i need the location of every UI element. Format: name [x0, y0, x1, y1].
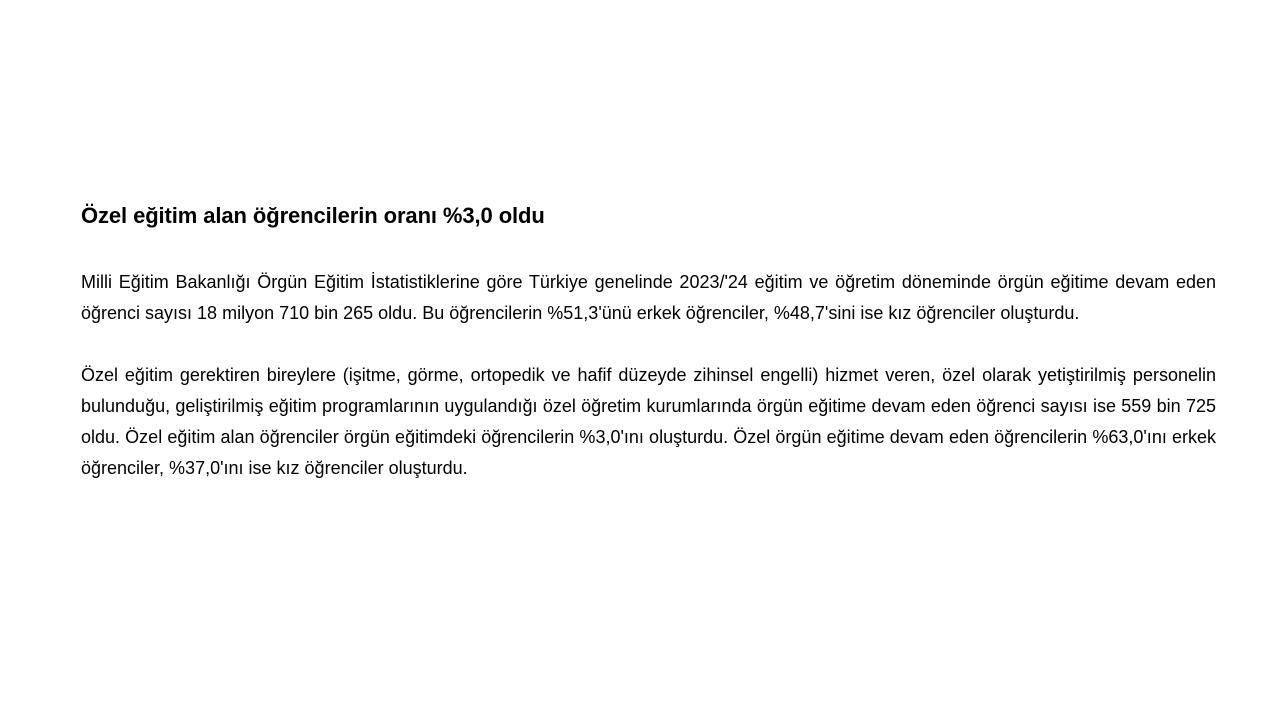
paragraph-general-statistics: Milli Eğitim Bakanlığı Örgün Eğitim İstatistiklerine göre Türkiye genelinde 2023/'24 eğitim ve öğretim döneminde örgün eğitime devam eden öğrenci sayısı 18 milyon 710 bin 265 oldu. Bu öğrencilerin %51,3'ünü erkek öğrenciler, %48,7'sini ise kız öğrenciler oluşturdu. [81, 272, 1216, 323]
document-title: Özel eğitim alan öğrencilerin oranı %3,0 oldu [81, 203, 545, 228]
document-body [81, 201, 1216, 515]
paragraph-special-education: Özel eğitim gerektiren bireylere (işitme, görme, ortopedik ve hafif düzeyde zihinsel engelli) hizmet veren, özel olarak yetiştirilmiş personelin bulunduğu, geliştirilmiş eğitim programlarının uygulandığı özel öğretim kurumlarında örgün eğitime devam eden öğrenci sayısı ise 559 bin 725 oldu. Özel eğitim alan öğrenciler örgün eğitimdeki öğrencilerin %3,0'ını oluşturdu. Özel örgün eğitime devam eden öğrencilerin %63,0'ını erkek öğrenciler, %37,0'ını ise kız öğrenciler oluşturdu. [81, 365, 1216, 478]
